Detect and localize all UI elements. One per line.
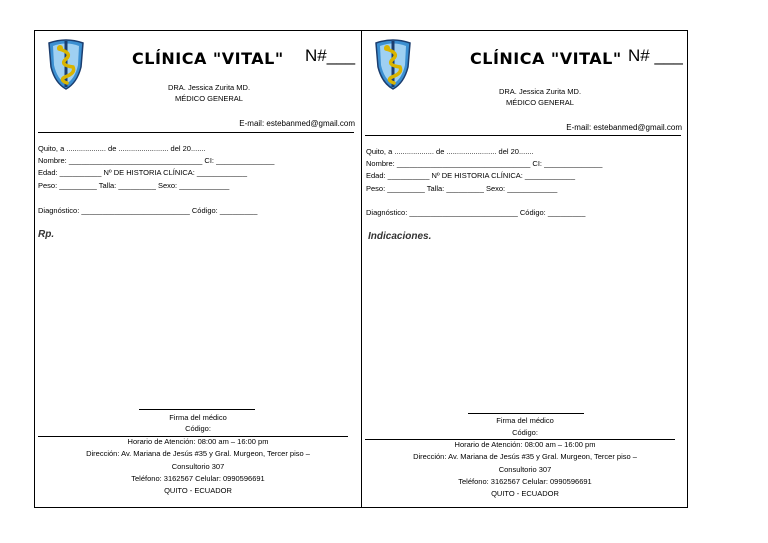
doctor-name: DRA. Jessica Zurita MD. [498,87,582,96]
indicaciones-heading: Indicaciones. [368,231,432,242]
email-address: E-mail: estebanmed@gmail.com [566,123,682,132]
hours-text: Horario de Atención: 08:00 am – 16:00 pm [454,440,596,449]
phones-text: Teléfono: 3162567 Celular: 0990596691 [458,477,592,486]
diagnosis-field[interactable]: Diagnóstico: __________________________ Código: _________ [366,208,586,217]
caduceus-shield-icon [45,37,87,91]
hours-text: Horario de Atención: 08:00 am – 16:00 pm [127,437,269,446]
prescription-number: N#___ [305,46,356,65]
rp-heading: Rp. [38,229,55,240]
clinic-name: CLÍNICA "VITAL" [470,49,622,68]
city-text: QUITO - ECUADOR [491,489,559,498]
signature-label: Firma del médico [169,413,227,422]
code-label: Código: [512,428,538,437]
weight-height-sex-field[interactable]: Peso: _________ Talla: _________ Sexo: ____________ [366,184,558,193]
doctor-title: MÉDICO GENERAL [175,94,243,103]
city-text: QUITO - ECUADOR [164,486,232,495]
doctor-name: DRA. Jessica Zurita MD. [167,83,251,92]
code-label: Código: [185,424,211,433]
date-field[interactable]: Quito, a ................... de ........................ del 20....... [366,147,534,156]
email-address: E-mail: estebanmed@gmail.com [239,119,355,128]
phones-text: Teléfono: 3162567 Celular: 0990596691 [131,474,265,483]
header-rule [38,132,354,133]
age-history-field[interactable]: Edad: __________ Nº DE HISTORIA CLÍNICA: ____________ [366,171,575,180]
signature-label: Firma del médico [496,416,554,425]
doctor-title: MÉDICO GENERAL [506,98,574,107]
prescription-number: N# ___ [628,46,683,65]
address-text: Dirección: Av. Mariana de Jesús #35 y Gral. Murgeon, Tercer piso – [86,449,310,458]
signature-line [139,409,255,410]
diagnosis-field[interactable]: Diagnóstico: __________________________ Código: _________ [38,206,258,215]
header-rule [365,135,681,136]
prescription-panel-left [35,31,361,507]
name-field[interactable]: Nombre: ________________________________ CI: ______________ [366,159,603,168]
prescription-panel-right [362,31,688,507]
clinic-name: CLÍNICA "VITAL" [132,49,284,68]
prescription-sheet [34,30,688,508]
signature-line [468,413,584,414]
name-field[interactable]: Nombre: ________________________________ CI: ______________ [38,156,275,165]
office-text: Consultorio 307 [498,465,552,474]
office-text: Consultorio 307 [171,462,225,471]
caduceus-shield-icon [372,37,414,91]
weight-height-sex-field[interactable]: Peso: _________ Talla: _________ Sexo: ____________ [38,181,230,190]
date-field[interactable]: Quito, a ................... de ........................ del 20....... [38,144,206,153]
address-text: Dirección: Av. Mariana de Jesús #35 y Gral. Murgeon, Tercer piso – [413,452,637,461]
age-history-field[interactable]: Edad: __________ Nº DE HISTORIA CLÍNICA: ____________ [38,168,247,177]
